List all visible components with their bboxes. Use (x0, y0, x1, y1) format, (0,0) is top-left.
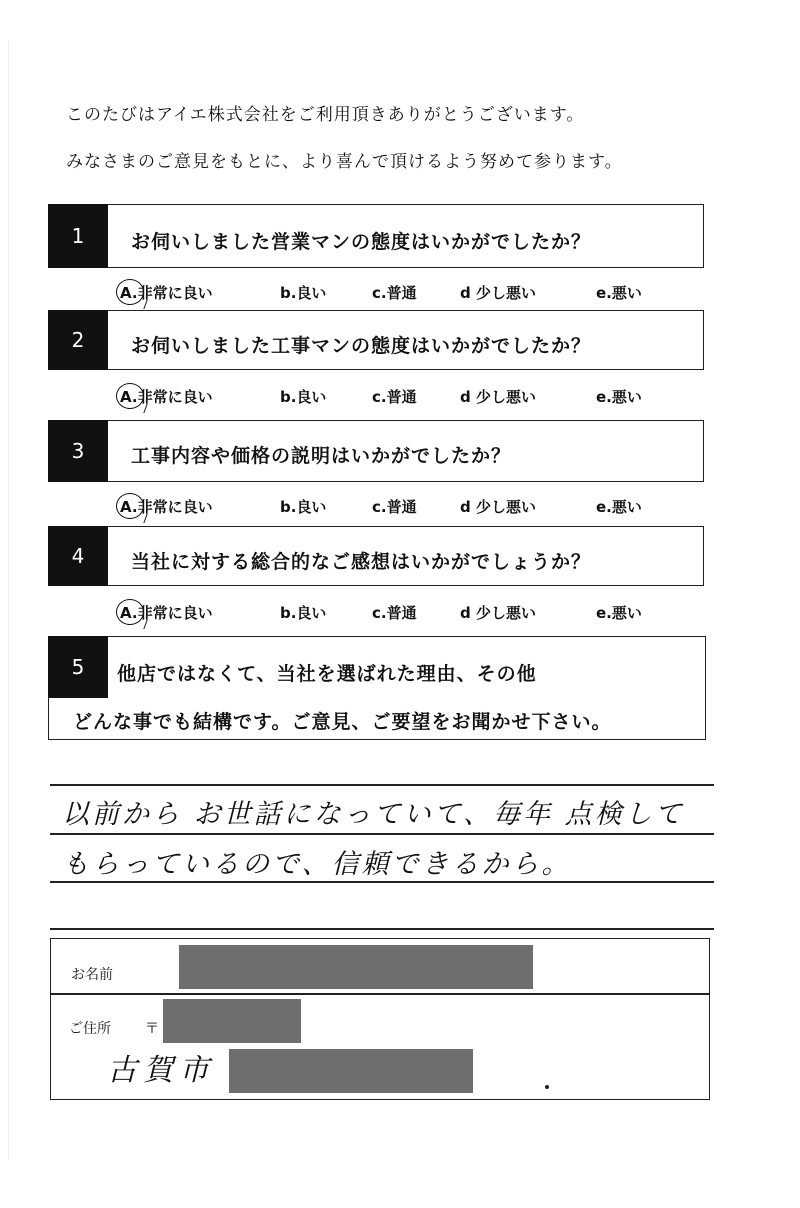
question-5-number: 5 (48, 636, 108, 698)
option-c: c.普通 (372, 284, 417, 302)
option-e: e.悪い (596, 498, 642, 516)
question-1-number: 1 (48, 204, 108, 268)
comment-rule-2 (50, 833, 714, 835)
question-2-box (48, 310, 704, 370)
question-3-text: 工事内容や価格の説明はいかがでしたか？ (131, 445, 512, 467)
question-1-box (48, 204, 704, 268)
postal-redaction (163, 999, 301, 1043)
name-redaction (179, 945, 533, 989)
option-b: b.良い (280, 604, 327, 622)
option-d: d 少し悪い (460, 604, 536, 622)
option-c: c.普通 (372, 604, 417, 622)
option-b: b.良い (280, 498, 327, 516)
option-a: A.非常に良い (120, 284, 213, 302)
question-4-box (48, 526, 704, 586)
intro-line-1: このたびはアイエ株式会社をご利用頂きありがとうございます。 (66, 105, 585, 125)
question-5-line-2: どんな事でも結構です。ご意見、ご要望をお聞かせ下さい。 (73, 711, 612, 733)
contact-info-box (50, 938, 710, 1100)
option-e: e.悪い (596, 604, 642, 622)
option-a: A.非常に良い (120, 604, 213, 622)
question-5-box (48, 636, 706, 740)
question-4-number: 4 (48, 526, 108, 586)
question-2-number: 2 (48, 310, 108, 370)
postal-mark: 〒 (145, 1021, 159, 1037)
option-c: c.普通 (372, 498, 417, 516)
option-d: d 少し悪い (460, 284, 536, 302)
question-3-box (48, 420, 704, 482)
question-4-text: 当社に対する総合的なご感想はいかがでしょうか？ (131, 551, 592, 573)
option-b: b.良い (280, 284, 327, 302)
question-5-line-1: 他店ではなくて、当社を選ばれた理由、その他 (117, 663, 537, 685)
option-a: A.非常に良い (120, 498, 213, 516)
ink-dot (545, 1085, 549, 1089)
question-3-number: 3 (48, 420, 108, 482)
scan-edge (8, 40, 9, 1160)
option-e: e.悪い (596, 388, 642, 406)
comment-rule-1 (50, 784, 714, 786)
comment-rule-3 (50, 881, 714, 883)
info-divider (51, 993, 709, 995)
name-label: お名前 (71, 967, 113, 983)
comment-rule-4 (50, 928, 714, 930)
option-e: e.悪い (596, 284, 642, 302)
question-2-text: お伺いしました工事マンの態度はいかがでしたか？ (131, 335, 592, 357)
option-a: A.非常に良い (120, 388, 213, 406)
option-d: d 少し悪い (460, 498, 536, 516)
intro-line-2: みなさまのご意見をもとに、より喜んで頂けるよう努めて参ります。 (66, 152, 623, 172)
question-1-text: お伺いしました営業マンの態度はいかがでしたか？ (131, 231, 592, 253)
handwritten-city: 古賀市 (107, 1053, 215, 1088)
address-redaction (229, 1049, 473, 1093)
option-c: c.普通 (372, 388, 417, 406)
option-d: d 少し悪い (460, 388, 536, 406)
handwritten-line-2: もらっているので、信頼できるから。 (62, 849, 572, 880)
address-label: ご住所 (69, 1021, 111, 1037)
option-b: b.良い (280, 388, 327, 406)
handwritten-line-1: 以前から お世話になっていて、毎年 点検して (62, 799, 685, 830)
